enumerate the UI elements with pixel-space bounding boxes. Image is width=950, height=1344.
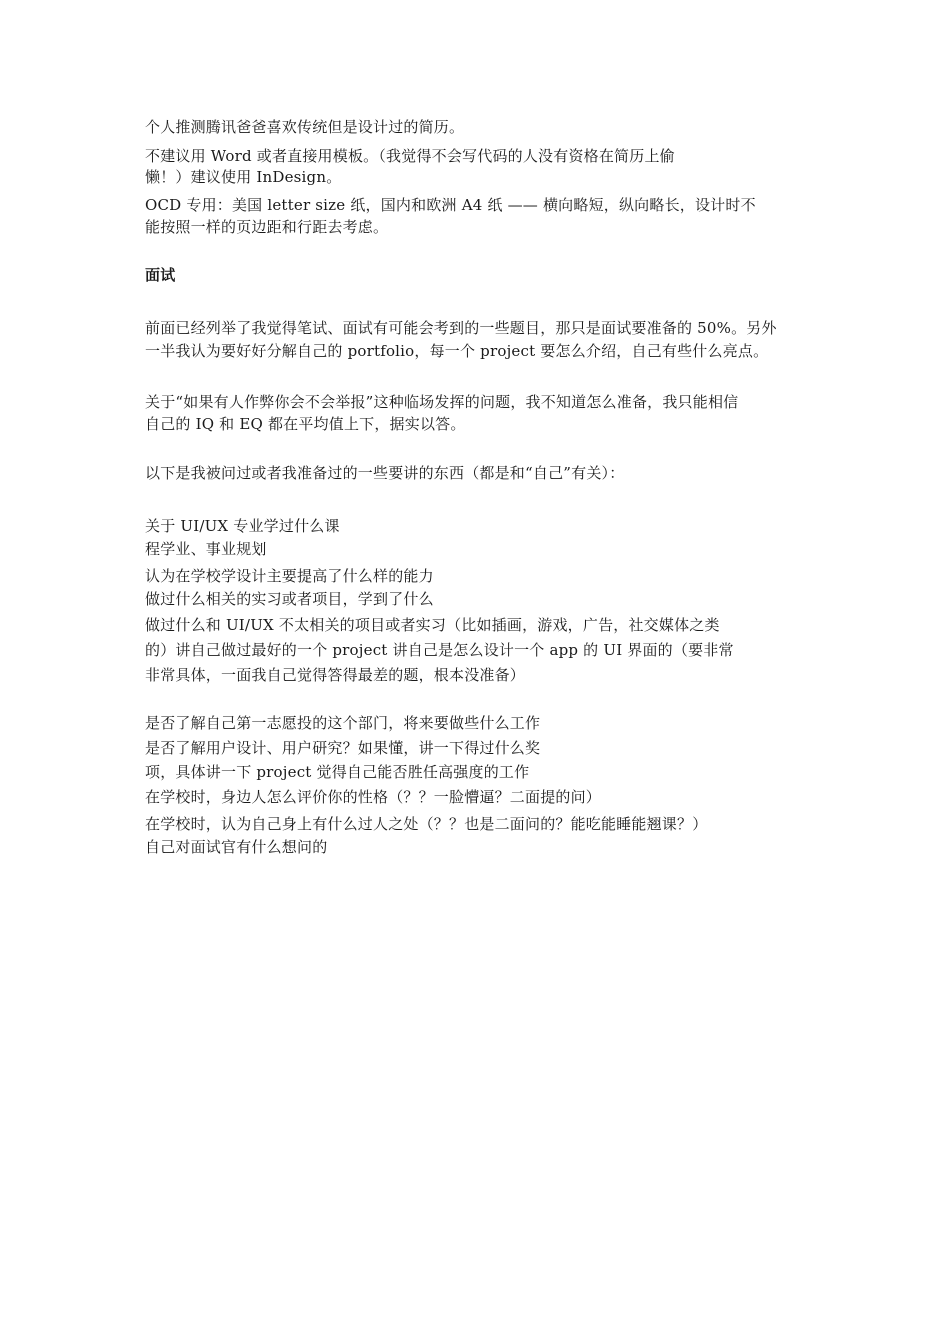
intro-paragraph-2-line-1: 不建议用 Word 或者直接用模板。（我觉得不会写代码的人没有资格在简历上偷 bbox=[145, 147, 675, 165]
list-item: 关于 UI/UX 专业学过什么课 bbox=[145, 517, 340, 535]
interview-paragraph-3: 以下是我被问过或者我准备过的一些要讲的东西（都是和“自己”有关）： bbox=[145, 464, 625, 482]
list-item: 认为在学校学设计主要提高了什么样的能力 bbox=[145, 567, 434, 585]
list-item: 程学业、事业规划 bbox=[145, 540, 267, 558]
interview-paragraph-1-line-2: 一半我认为要好好分解自己的 portfolio，每一个 project 要怎么介绍，自己有些什么亮点。 bbox=[145, 342, 769, 360]
list-item: 在学校时，身边人怎么评价你的性格（？？一脸懵逼？二面提的问） bbox=[145, 788, 602, 806]
list-item: 在学校时，认为自己身上有什么过人之处（？？也是二面问的？能吃能睡能翘课？） bbox=[145, 815, 708, 833]
list-item: 做过什么相关的实习或者项目，学到了什么 bbox=[145, 590, 434, 608]
intro-paragraph-2-line-2: 懒！）建议使用 InDesign。 bbox=[145, 168, 342, 186]
list-item: 是否了解用户设计、用户研究？如果懂，讲一下得过什么奖 bbox=[145, 739, 541, 757]
intro-paragraph-1: 个人推测腾讯爸爸喜欢传统但是设计过的简历。 bbox=[145, 118, 465, 136]
intro-paragraph-3-line-2: 能按照一样的页边距和行距去考虑。 bbox=[145, 218, 389, 236]
list-item: 的）讲自己做过最好的一个 project 讲自己是怎么设计一个 app 的 UI 界面的（要非常 bbox=[145, 641, 734, 659]
section-heading-interview: 面试 bbox=[145, 266, 176, 284]
list-item: 自己对面试官有什么想问的 bbox=[145, 838, 328, 856]
interview-paragraph-2-line-1: 关于“如果有人作弊你会不会举报”这种临场发挥的问题，我不知道怎么准备，我只能相信 bbox=[145, 393, 739, 411]
list-item: 非常具体，一面我自己觉得答得最差的题，根本没准备） bbox=[145, 666, 526, 684]
list-item: 是否了解自己第一志愿投的这个部门，将来要做些什么工作 bbox=[145, 714, 541, 732]
list-item: 项，具体讲一下 project 觉得自己能否胜任高强度的工作 bbox=[145, 763, 530, 781]
interview-paragraph-1-line-1: 前面已经列举了我觉得笔试、面试有可能会考到的一些题目，那只是面试要准备的 50%。另外 bbox=[145, 319, 777, 337]
list-item: 做过什么和 UI/UX 不太相关的项目或者实习（比如插画，游戏，广告，社交媒体之类 bbox=[145, 616, 720, 634]
intro-paragraph-3-line-1: OCD 专用：美国 letter size 纸，国内和欧洲 A4 纸 —— 横向略短，纵向略长，设计时不 bbox=[145, 196, 756, 214]
interview-paragraph-2-line-2: 自己的 IQ 和 EQ 都在平均值上下，据实以答。 bbox=[145, 415, 466, 433]
